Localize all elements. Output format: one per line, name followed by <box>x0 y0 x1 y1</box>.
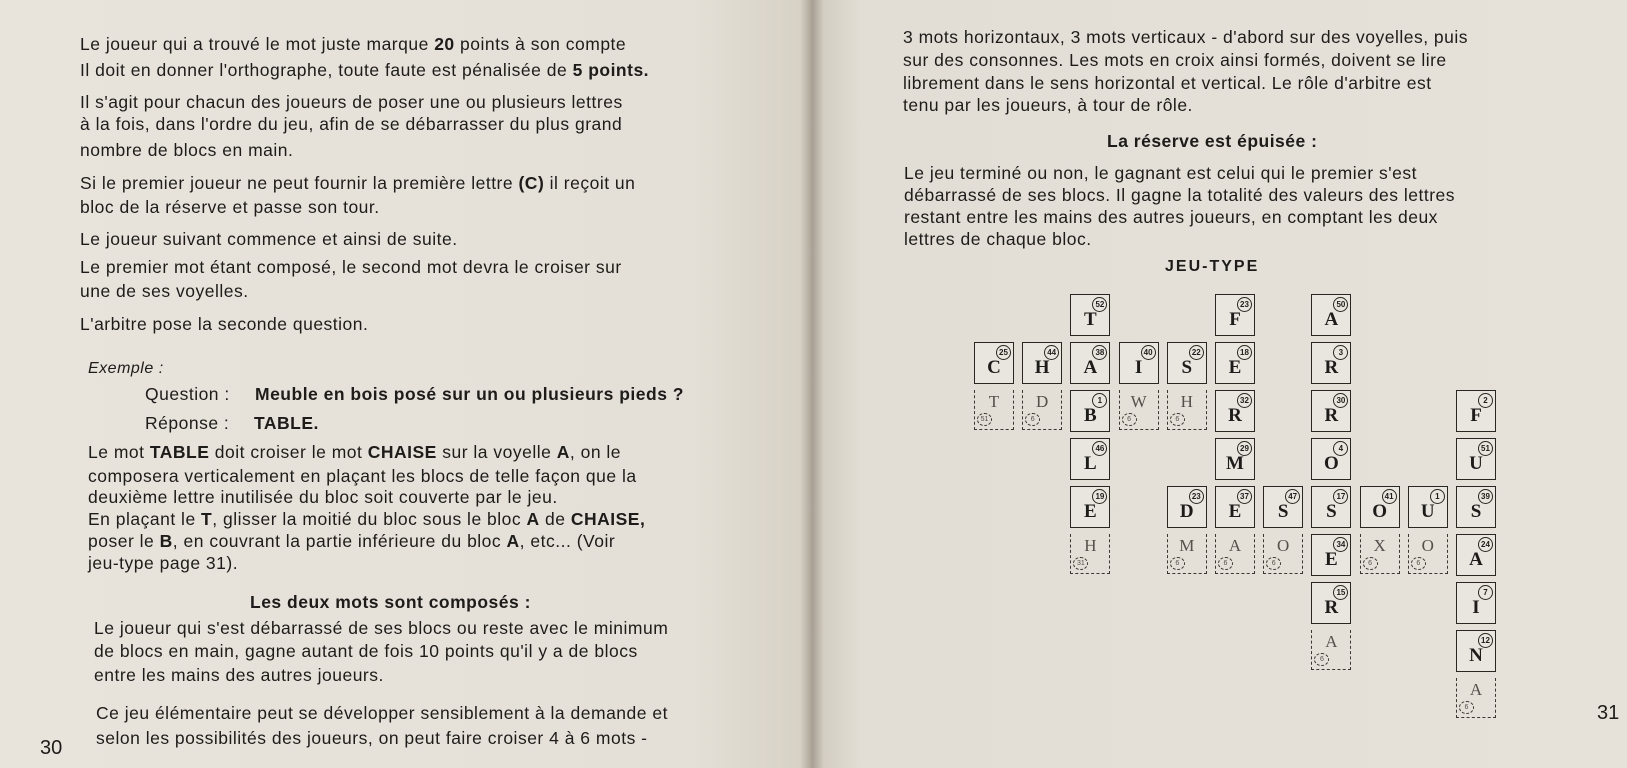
half-tile-value: 51 <box>977 413 992 426</box>
half-tile-value: 6 <box>1218 557 1233 570</box>
diagram-title: JEU-TYPE <box>1165 258 1260 275</box>
half-tile-letter: M <box>1179 536 1195 555</box>
half-tile-letter: A <box>1228 536 1242 555</box>
letter-tile <box>1456 438 1496 480</box>
tile-letter: B <box>1084 405 1097 426</box>
tile-value: 17 <box>1333 489 1348 504</box>
tile-value: 19 <box>1092 489 1107 504</box>
tile-value: 51 <box>1478 441 1493 456</box>
tile-letter: R <box>1228 405 1242 426</box>
hidden-half-tile <box>1022 390 1062 430</box>
text-line: nombre de blocs en main. <box>80 140 294 160</box>
text-line: de blocs en main, gagne autant de fois 10 points qu'il y a de blocs <box>94 641 638 661</box>
tile-value: 12 <box>1478 633 1493 648</box>
letter-tile <box>1360 486 1400 528</box>
half-tile-value: 6 <box>1411 557 1426 570</box>
tile-value: 41 <box>1382 489 1397 504</box>
tile-letter: E <box>1084 501 1097 522</box>
tile-value: 44 <box>1044 345 1059 360</box>
answer-text: TABLE. <box>254 413 319 433</box>
text-line: entre les mains des autres joueurs. <box>94 665 384 685</box>
letter-tile <box>1215 342 1255 384</box>
text-line: L'arbitre pose la seconde question. <box>80 314 369 334</box>
tile-letter: F <box>1229 309 1241 330</box>
letter-tile <box>1167 342 1207 384</box>
letter-tile <box>1311 582 1351 624</box>
tile-letter: S <box>1326 501 1337 522</box>
half-tile-value: 6 <box>1314 653 1329 666</box>
text-line: En plaçant le T, glisser la moitié du bloc sous le bloc A de CHAISE, <box>88 509 646 529</box>
letter-tile <box>1456 390 1496 432</box>
tile-letter: S <box>1181 357 1193 378</box>
tile-letter: T <box>1084 309 1097 330</box>
hidden-half-tile <box>1360 534 1400 574</box>
letter-tile <box>1070 390 1110 432</box>
tile-letter: R <box>1324 357 1339 378</box>
tile-value: 29 <box>1237 441 1252 456</box>
tile-letter: O <box>1324 453 1339 474</box>
tile-letter: E <box>1228 357 1242 378</box>
tile-letter: O <box>1372 501 1387 522</box>
tile-value: 34 <box>1333 537 1348 552</box>
text-line: sur des consonnes. Les mots en croix ainsi formés, doivent se lire <box>903 50 1447 70</box>
half-tile-letter: D <box>1036 392 1049 411</box>
tile-letter: U <box>1420 501 1435 522</box>
section-heading-reserve: La réserve est épuisée : <box>1107 131 1318 151</box>
tile-value: 18 <box>1237 345 1252 360</box>
text-line: tenu par les joueurs, à tour de rôle. <box>903 95 1193 115</box>
section-heading-composed: Les deux mots sont composés : <box>250 592 531 612</box>
half-tile-value: 6 <box>1025 413 1040 426</box>
text-line: Le joueur qui a trouvé le mot juste marque 20 points à son compte <box>80 34 627 54</box>
letter-tile <box>1311 438 1351 480</box>
letter-tile <box>1311 342 1351 384</box>
tile-value: 4 <box>1333 441 1348 456</box>
question-label: Question : <box>145 384 230 404</box>
letter-tile <box>1311 534 1351 576</box>
tile-letter: S <box>1277 501 1289 522</box>
half-tile-value: 31 <box>1073 557 1088 570</box>
example-label: Exemple : <box>88 360 164 377</box>
question-text: Meuble en bois posé sur un ou plusieurs pieds ? <box>255 384 684 404</box>
half-tile-value: 6 <box>1266 557 1281 570</box>
letter-tile <box>1070 438 1110 480</box>
text-line: 3 mots horizontaux, 3 mots verticaux - d'abord sur des voyelles, puis <box>903 27 1469 47</box>
text-line: lettres de chaque bloc. <box>904 229 1092 249</box>
tile-value: 46 <box>1092 441 1107 456</box>
text-line: Le joueur suivant commence et ainsi de suite. <box>80 229 458 249</box>
tile-value: 32 <box>1237 393 1252 408</box>
half-tile-letter: A <box>1469 680 1483 699</box>
half-tile-letter: O <box>1277 536 1290 555</box>
text-line: Le premier mot étant composé, le second mot devra le croiser sur <box>80 257 622 277</box>
text-line: poser le B, en couvrant la partie inférieure du bloc A, etc... (Voir <box>88 531 616 551</box>
half-tile-value: 6 <box>1170 557 1185 570</box>
hidden-half-tile <box>1408 534 1448 574</box>
half-tile-value: 6 <box>1363 557 1378 570</box>
tile-letter: U <box>1469 453 1483 474</box>
letter-tile <box>1456 630 1496 672</box>
half-tile-value: 6 <box>1170 413 1185 426</box>
tile-value: 40 <box>1141 345 1156 360</box>
text-line: composera verticalement en plaçant les blocs de telle façon que la <box>88 466 637 486</box>
page-number-right: 31 <box>1597 702 1620 724</box>
hidden-half-tile <box>1119 390 1159 430</box>
text-line: restant entre les mains des autres joueurs, en comptant les deux <box>904 207 1438 227</box>
text-line: Il doit en donner l'orthographe, toute faute est pénalisée de 5 points. <box>80 60 650 80</box>
tile-value: 2 <box>1478 393 1493 408</box>
tile-value: 38 <box>1092 345 1107 360</box>
letter-tile <box>1215 438 1255 480</box>
letter-tile <box>1215 486 1255 528</box>
half-tile-letter: H <box>1180 392 1193 411</box>
letter-tile <box>1408 486 1448 528</box>
jeu-type-diagram <box>980 280 1600 730</box>
letter-tile <box>1456 582 1496 624</box>
letter-tile <box>1311 294 1351 336</box>
text-line: jeu-type page 31). <box>88 553 239 573</box>
tile-letter: I <box>1134 357 1143 378</box>
half-tile-letter: X <box>1373 536 1386 555</box>
text-line: Si le premier joueur ne peut fournir la première lettre (C) il reçoit un <box>80 173 636 193</box>
letter-tile <box>1070 486 1110 528</box>
page-number-left: 30 <box>40 737 63 759</box>
tile-letter: H <box>1034 357 1050 378</box>
half-tile-letter: T <box>988 392 1000 411</box>
tile-value: 3 <box>1333 345 1348 360</box>
tile-value: 47 <box>1285 489 1300 504</box>
hidden-half-tile <box>1167 534 1207 574</box>
tile-value: 25 <box>996 345 1011 360</box>
tile-letter: S <box>1470 501 1482 522</box>
half-tile-value: 6 <box>1459 701 1474 714</box>
book-gutter <box>800 0 824 768</box>
hidden-half-tile <box>974 390 1014 430</box>
hidden-half-tile <box>1167 390 1207 430</box>
tile-value: 7 <box>1478 585 1493 600</box>
tile-value: 23 <box>1237 297 1252 312</box>
hidden-half-tile <box>1263 534 1303 574</box>
tile-letter: R <box>1324 405 1339 426</box>
half-tile-letter: H <box>1084 536 1097 555</box>
tile-letter: C <box>987 357 1001 378</box>
letter-tile <box>1070 294 1110 336</box>
tile-value: 39 <box>1478 489 1493 504</box>
letter-tile <box>1215 390 1255 432</box>
half-tile-letter: O <box>1421 536 1434 555</box>
letter-tile <box>1215 294 1255 336</box>
half-tile-value: 6 <box>1122 413 1137 426</box>
tile-value: 23 <box>1189 489 1204 504</box>
tile-value: 1 <box>1430 489 1445 504</box>
letter-tile <box>1119 342 1159 384</box>
tile-value: 37 <box>1237 489 1252 504</box>
tile-value: 15 <box>1333 585 1348 600</box>
tile-letter: N <box>1469 645 1483 666</box>
tile-letter: F <box>1470 405 1482 426</box>
letter-tile <box>1070 342 1110 384</box>
tile-value: 50 <box>1333 297 1348 312</box>
hidden-half-tile <box>1215 534 1255 574</box>
hidden-half-tile <box>1070 534 1110 574</box>
tile-letter: L <box>1084 453 1097 474</box>
tile-letter: A <box>1324 309 1339 330</box>
letter-tile <box>1456 486 1496 528</box>
letter-tile <box>1456 534 1496 576</box>
letter-tile <box>1167 486 1207 528</box>
tile-value: 1 <box>1092 393 1107 408</box>
text-line: une de ses voyelles. <box>80 281 249 301</box>
letter-tile <box>1311 390 1351 432</box>
tile-value: 24 <box>1478 537 1493 552</box>
half-tile-letter: A <box>1325 632 1338 651</box>
hidden-half-tile <box>1311 630 1351 670</box>
text-line: Il s'agit pour chacun des joueurs de poser une ou plusieurs lettres <box>80 92 623 112</box>
tile-value: 22 <box>1189 345 1204 360</box>
text-line: deuxième lettre inutilisée du bloc soit couverte par le jeu. <box>88 487 558 507</box>
tile-value: 30 <box>1333 393 1348 408</box>
tile-value: 52 <box>1092 297 1107 312</box>
text-line: Ce jeu élémentaire peut se développer sensiblement à la demande et <box>96 703 668 723</box>
text-line: à la fois, dans l'ordre du jeu, afin de se débarrasser du plus grand <box>80 114 623 134</box>
tile-letter: R <box>1324 597 1339 618</box>
letter-tile <box>1263 486 1303 528</box>
hidden-half-tile <box>1456 678 1496 718</box>
tile-letter: I <box>1472 597 1480 618</box>
text-line: Le joueur qui s'est débarrassé de ses blocs ou reste avec le minimum <box>94 618 669 638</box>
text-line: Le mot TABLE doit croiser le mot CHAISE sur la voyelle A, on le <box>88 442 622 462</box>
tile-letter: A <box>1469 549 1483 570</box>
letter-tile <box>1022 342 1062 384</box>
tile-letter: D <box>1179 501 1194 522</box>
text-line: Le jeu terminé ou non, le gagnant est celui qui le premier s'est <box>904 163 1417 183</box>
text-line: librement dans le sens horizontal et vertical. Le rôle d'arbitre est <box>903 73 1432 93</box>
tile-letter: A <box>1083 357 1098 378</box>
tile-letter: E <box>1325 549 1338 570</box>
tile-letter: E <box>1228 501 1242 522</box>
tile-letter: M <box>1226 453 1244 474</box>
letter-tile <box>1311 486 1351 528</box>
text-line: débarrassé de ses blocs. Il gagne la totalité des valeurs des lettres <box>904 185 1456 205</box>
text-line: bloc de la réserve et passe son tour. <box>80 197 380 217</box>
answer-label: Réponse : <box>145 413 230 433</box>
text-line: selon les possibilités des joueurs, on peut faire croiser 4 à 6 mots - <box>96 728 648 748</box>
letter-tile <box>974 342 1014 384</box>
half-tile-letter: W <box>1130 392 1147 411</box>
